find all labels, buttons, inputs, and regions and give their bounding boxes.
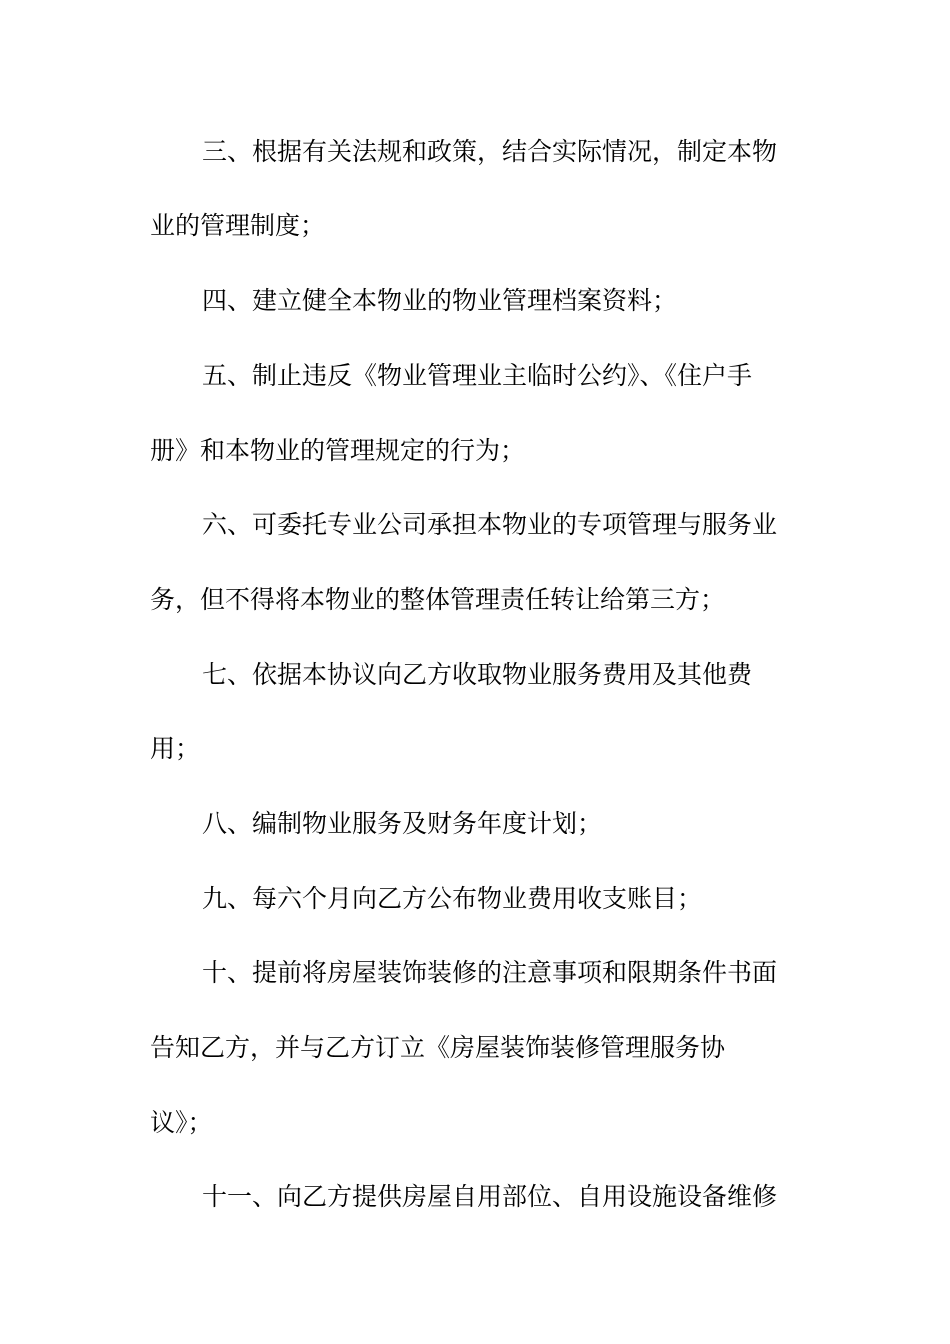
- clause-5-line-1: 五、制止违反《物业管理业主临时公约》、《住户手: [202, 361, 753, 390]
- clause-4-line-1: 四、建立健全本物业的物业管理档案资料；: [202, 286, 678, 315]
- clause-11-line-1: 十一、向乙方提供房屋自用部位、自用设施设备维修: [202, 1182, 778, 1211]
- clause-3-line-2: 业的管理制度；: [150, 211, 326, 240]
- clause-3-line-1: 三、根据有关法规和政策，结合实际情况，制定本物: [202, 137, 778, 166]
- clause-9-line-1: 九、每六个月向乙方公布物业费用收支账目；: [202, 884, 703, 913]
- clause-10-line-1: 十、提前将房屋装饰装修的注意事项和限期条件书面: [202, 958, 778, 987]
- clause-5-line-2: 册》和本物业的管理规定的行为；: [150, 436, 526, 465]
- clause-10-line-3: 议》；: [150, 1108, 213, 1137]
- clause-7-line-1: 七、依据本协议向乙方收取物业服务费用及其他费: [202, 660, 753, 689]
- clause-7-line-2: 用；: [150, 734, 201, 763]
- clause-10-line-2: 告知乙方，并与乙方订立《房屋装饰装修管理服务协: [150, 1033, 726, 1062]
- clause-6-line-2: 务，但不得将本物业的整体管理责任转让给第三方；: [150, 585, 726, 614]
- clause-6-line-1: 六、可委托专业公司承担本物业的专项管理与服务业: [202, 510, 778, 539]
- clause-8-line-1: 八、编制物业服务及财务年度计划；: [202, 809, 603, 838]
